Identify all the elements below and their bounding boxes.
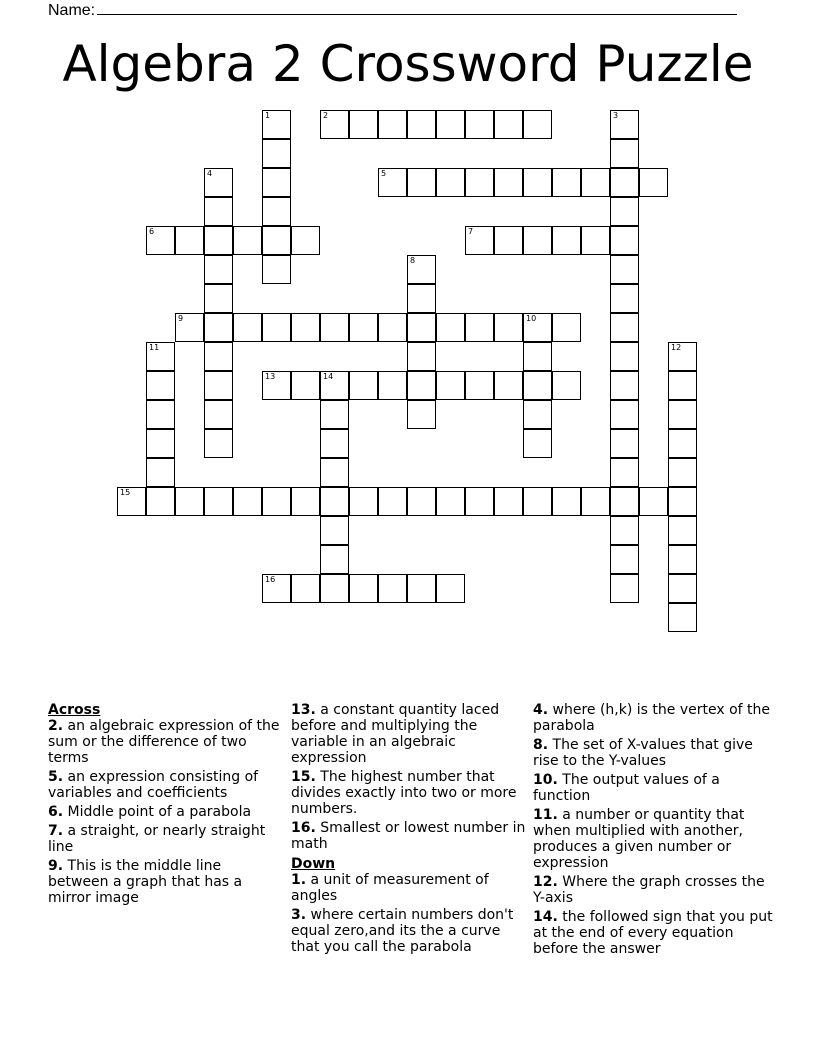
grid-cell[interactable] xyxy=(262,371,291,400)
grid-cell[interactable] xyxy=(204,342,233,371)
cell-number: 7 xyxy=(468,227,474,236)
grid-cell[interactable] xyxy=(581,168,610,197)
clue-text: a unit of measurement of angles xyxy=(291,872,489,904)
grid-cell[interactable] xyxy=(291,574,320,603)
grid-cell[interactable] xyxy=(668,400,697,429)
clue-number: 4. xyxy=(533,702,549,718)
grid-cell[interactable] xyxy=(175,226,204,255)
grid-cell[interactable] xyxy=(378,487,407,516)
grid-cell[interactable] xyxy=(494,226,523,255)
grid-cell[interactable] xyxy=(436,110,465,139)
grid-cell[interactable] xyxy=(320,458,349,487)
clue-number: 5. xyxy=(48,769,64,785)
clue-number: 9. xyxy=(48,858,64,874)
grid-cell[interactable] xyxy=(117,487,146,516)
cell-number: 9 xyxy=(178,314,184,323)
grid-cell[interactable] xyxy=(204,429,233,458)
clue-text: an expression consisting of variables and coefficients xyxy=(48,769,259,801)
grid-cell[interactable] xyxy=(146,371,175,400)
across-clue xyxy=(291,769,527,817)
grid-cell[interactable] xyxy=(610,110,639,139)
across-clue xyxy=(48,769,284,801)
clue-number: 14. xyxy=(533,909,558,925)
grid-cell[interactable] xyxy=(610,574,639,603)
cell-number: 12 xyxy=(671,343,682,352)
grid-cell[interactable] xyxy=(610,226,639,255)
grid-cell[interactable] xyxy=(262,110,291,139)
grid-cell[interactable] xyxy=(262,487,291,516)
grid-cell[interactable] xyxy=(610,255,639,284)
clue-number: 6. xyxy=(48,804,64,820)
clue-number: 2. xyxy=(48,718,64,734)
cell-number: 16 xyxy=(265,575,276,584)
grid-cell[interactable] xyxy=(407,284,436,313)
grid-cell[interactable] xyxy=(523,342,552,371)
grid-cell[interactable] xyxy=(349,110,378,139)
down-clue xyxy=(533,772,773,804)
grid-cell[interactable] xyxy=(262,139,291,168)
grid-cell[interactable] xyxy=(668,516,697,545)
grid-cell[interactable] xyxy=(146,487,175,516)
clue-text: The output values of a function xyxy=(533,772,720,804)
cell-number: 8 xyxy=(410,256,416,265)
grid-cell[interactable] xyxy=(407,400,436,429)
grid-cell[interactable] xyxy=(610,516,639,545)
down-clue xyxy=(533,909,773,957)
grid-cell[interactable] xyxy=(465,226,494,255)
grid-cell[interactable] xyxy=(639,487,668,516)
grid-cell[interactable] xyxy=(610,545,639,574)
grid-cell[interactable] xyxy=(146,342,175,371)
grid-cell[interactable] xyxy=(175,313,204,342)
grid-cell[interactable] xyxy=(233,313,262,342)
grid-cell[interactable] xyxy=(523,226,552,255)
grid-cell[interactable] xyxy=(494,371,523,400)
grid-cell[interactable] xyxy=(262,313,291,342)
page-title: Algebra 2 Crossword Puzzle xyxy=(62,35,754,93)
grid-cell[interactable] xyxy=(494,487,523,516)
cell-number: 5 xyxy=(381,169,387,178)
grid-cell[interactable] xyxy=(465,371,494,400)
grid-cell[interactable] xyxy=(436,168,465,197)
grid-cell[interactable] xyxy=(668,371,697,400)
grid-cell[interactable] xyxy=(233,487,262,516)
grid-cell[interactable] xyxy=(523,371,552,400)
grid-cell[interactable] xyxy=(436,487,465,516)
clue-text: Where the graph crosses the Y-axis xyxy=(533,874,765,906)
clue-column-3 xyxy=(533,702,773,960)
grid-cell[interactable] xyxy=(262,255,291,284)
grid-cell[interactable] xyxy=(465,487,494,516)
grid-cell[interactable] xyxy=(349,371,378,400)
grid-cell[interactable] xyxy=(262,226,291,255)
grid-cell[interactable] xyxy=(610,342,639,371)
clue-text: where (h,k) is the vertex of the parabola xyxy=(533,702,770,734)
grid-cell[interactable] xyxy=(523,168,552,197)
grid-cell[interactable] xyxy=(349,574,378,603)
grid-cell[interactable] xyxy=(523,110,552,139)
grid-cell[interactable] xyxy=(610,139,639,168)
grid-cell[interactable] xyxy=(146,458,175,487)
grid-cell[interactable] xyxy=(349,313,378,342)
grid-cell[interactable] xyxy=(407,574,436,603)
grid-cell[interactable] xyxy=(523,429,552,458)
down-clue xyxy=(533,807,773,871)
cell-number: 6 xyxy=(149,227,155,236)
grid-cell[interactable] xyxy=(204,371,233,400)
down-heading: Down xyxy=(291,856,336,872)
grid-cell[interactable] xyxy=(378,574,407,603)
grid-cell[interactable] xyxy=(204,255,233,284)
grid-cell[interactable] xyxy=(552,371,581,400)
grid-cell[interactable] xyxy=(378,168,407,197)
grid-cell[interactable] xyxy=(552,168,581,197)
clue-number: 15. xyxy=(291,769,316,785)
across-clue xyxy=(48,858,284,906)
grid-cell[interactable] xyxy=(320,516,349,545)
grid-cell[interactable] xyxy=(668,429,697,458)
grid-cell[interactable] xyxy=(581,487,610,516)
clue-column-1 xyxy=(48,702,284,909)
grid-cell[interactable] xyxy=(204,168,233,197)
clue-number: 10. xyxy=(533,772,558,788)
across-clue xyxy=(48,718,284,766)
grid-cell[interactable] xyxy=(407,487,436,516)
across-clue xyxy=(291,820,527,852)
grid-cell[interactable] xyxy=(349,487,378,516)
grid-cell[interactable] xyxy=(175,487,204,516)
grid-cell[interactable] xyxy=(465,110,494,139)
grid-cell[interactable] xyxy=(668,487,697,516)
grid-cell[interactable] xyxy=(320,400,349,429)
clue-text: a constant quantity laced before and multiplying the variable in an algebraic expression xyxy=(291,702,500,766)
grid-cell[interactable] xyxy=(291,371,320,400)
grid-cell[interactable] xyxy=(146,400,175,429)
grid-cell[interactable] xyxy=(320,574,349,603)
clue-number: 7. xyxy=(48,823,64,839)
grid-cell[interactable] xyxy=(204,487,233,516)
grid-cell[interactable] xyxy=(233,226,262,255)
clue-text: The set of X-values that give rise to the Y-values xyxy=(533,737,753,769)
grid-cell[interactable] xyxy=(436,371,465,400)
grid-cell[interactable] xyxy=(581,226,610,255)
grid-cell[interactable] xyxy=(378,313,407,342)
grid-cell[interactable] xyxy=(610,168,639,197)
grid-cell[interactable] xyxy=(407,168,436,197)
grid-cell[interactable] xyxy=(378,110,407,139)
clue-number: 13. xyxy=(291,702,316,718)
grid-cell[interactable] xyxy=(610,197,639,226)
grid-cell[interactable] xyxy=(320,371,349,400)
grid-cell[interactable] xyxy=(610,458,639,487)
grid-cell[interactable] xyxy=(610,400,639,429)
across-clue xyxy=(48,823,284,855)
grid-cell[interactable] xyxy=(204,226,233,255)
down-clue xyxy=(533,874,773,906)
down-clue xyxy=(291,872,527,904)
grid-cell[interactable] xyxy=(668,342,697,371)
clue-number: 12. xyxy=(533,874,558,890)
grid-cell[interactable] xyxy=(523,400,552,429)
cell-number: 1 xyxy=(265,111,271,120)
grid-cell[interactable] xyxy=(523,313,552,342)
cell-number: 10 xyxy=(526,314,537,323)
clue-number: 11. xyxy=(533,807,558,823)
down-clue xyxy=(533,702,773,734)
grid-cell[interactable] xyxy=(262,197,291,226)
grid-cell[interactable] xyxy=(668,574,697,603)
grid-cell[interactable] xyxy=(407,371,436,400)
grid-cell[interactable] xyxy=(407,313,436,342)
grid-cell[interactable] xyxy=(320,110,349,139)
grid-cell[interactable] xyxy=(262,168,291,197)
across-clue xyxy=(48,804,284,820)
grid-cell[interactable] xyxy=(523,487,552,516)
grid-cell[interactable] xyxy=(610,429,639,458)
grid-cell[interactable] xyxy=(204,313,233,342)
grid-cell[interactable] xyxy=(146,226,175,255)
grid-cell[interactable] xyxy=(291,487,320,516)
cell-number: 11 xyxy=(149,343,160,352)
clue-text: Middle point of a parabola xyxy=(67,804,252,820)
clue-number: 8. xyxy=(533,737,549,753)
grid-cell[interactable] xyxy=(668,545,697,574)
grid-cell[interactable] xyxy=(262,574,291,603)
grid-cell[interactable] xyxy=(465,168,494,197)
down-clue xyxy=(533,737,773,769)
cell-number: 3 xyxy=(613,111,619,120)
grid-cell[interactable] xyxy=(465,313,494,342)
grid-cell[interactable] xyxy=(610,371,639,400)
grid-cell[interactable] xyxy=(407,255,436,284)
grid-cell[interactable] xyxy=(407,342,436,371)
grid-cell[interactable] xyxy=(320,545,349,574)
across-clue xyxy=(291,702,527,766)
cell-number: 15 xyxy=(120,488,131,497)
grid-cell[interactable] xyxy=(146,429,175,458)
grid-cell[interactable] xyxy=(320,429,349,458)
grid-cell[interactable] xyxy=(378,371,407,400)
clue-number: 3. xyxy=(291,907,307,923)
clue-column-2 xyxy=(291,702,527,958)
name-label: Name: xyxy=(48,2,96,19)
grid-cell[interactable] xyxy=(407,110,436,139)
cell-number: 4 xyxy=(207,169,213,178)
grid-cell[interactable] xyxy=(610,313,639,342)
grid-cell[interactable] xyxy=(494,110,523,139)
clue-text: where certain numbers don't equal zero,and its the a curve that you call the parabola xyxy=(291,907,514,955)
clue-text: the followed sign that you put at the end of every equation before the answer xyxy=(533,909,773,957)
grid-cell[interactable] xyxy=(494,313,523,342)
grid-cell[interactable] xyxy=(204,284,233,313)
grid-cell[interactable] xyxy=(552,313,581,342)
clue-text: a number or quantity that when multiplied with another, produces a given number or expression xyxy=(533,807,745,871)
grid-cell[interactable] xyxy=(204,400,233,429)
clue-text: Smallest or lowest number in math xyxy=(291,820,526,852)
grid-cell[interactable] xyxy=(668,458,697,487)
grid-cell[interactable] xyxy=(639,168,668,197)
grid-cell[interactable] xyxy=(610,487,639,516)
cell-number: 13 xyxy=(265,372,276,381)
grid-cell[interactable] xyxy=(291,226,320,255)
grid-cell[interactable] xyxy=(291,313,320,342)
grid-cell[interactable] xyxy=(320,313,349,342)
grid-cell[interactable] xyxy=(552,226,581,255)
grid-cell[interactable] xyxy=(436,313,465,342)
clue-text: The highest number that divides exactly into two or more numbers. xyxy=(291,769,517,817)
clue-number: 1. xyxy=(291,872,307,888)
grid-cell[interactable] xyxy=(668,603,697,632)
grid-cell[interactable] xyxy=(320,487,349,516)
grid-cell[interactable] xyxy=(610,284,639,313)
grid-cell[interactable] xyxy=(552,487,581,516)
across-heading: Across xyxy=(48,702,101,718)
cell-number: 2 xyxy=(323,111,329,120)
clue-text: an algebraic expression of the sum or the difference of two terms xyxy=(48,718,280,766)
cell-number: 14 xyxy=(323,372,334,381)
down-clue xyxy=(291,907,527,955)
grid-cell[interactable] xyxy=(436,574,465,603)
grid-cell[interactable] xyxy=(494,168,523,197)
clue-text: a straight, or nearly straight line xyxy=(48,823,266,855)
grid-cell[interactable] xyxy=(204,197,233,226)
clue-number: 16. xyxy=(291,820,316,836)
clue-text: This is the middle line between a graph that has a mirror image xyxy=(48,858,243,906)
